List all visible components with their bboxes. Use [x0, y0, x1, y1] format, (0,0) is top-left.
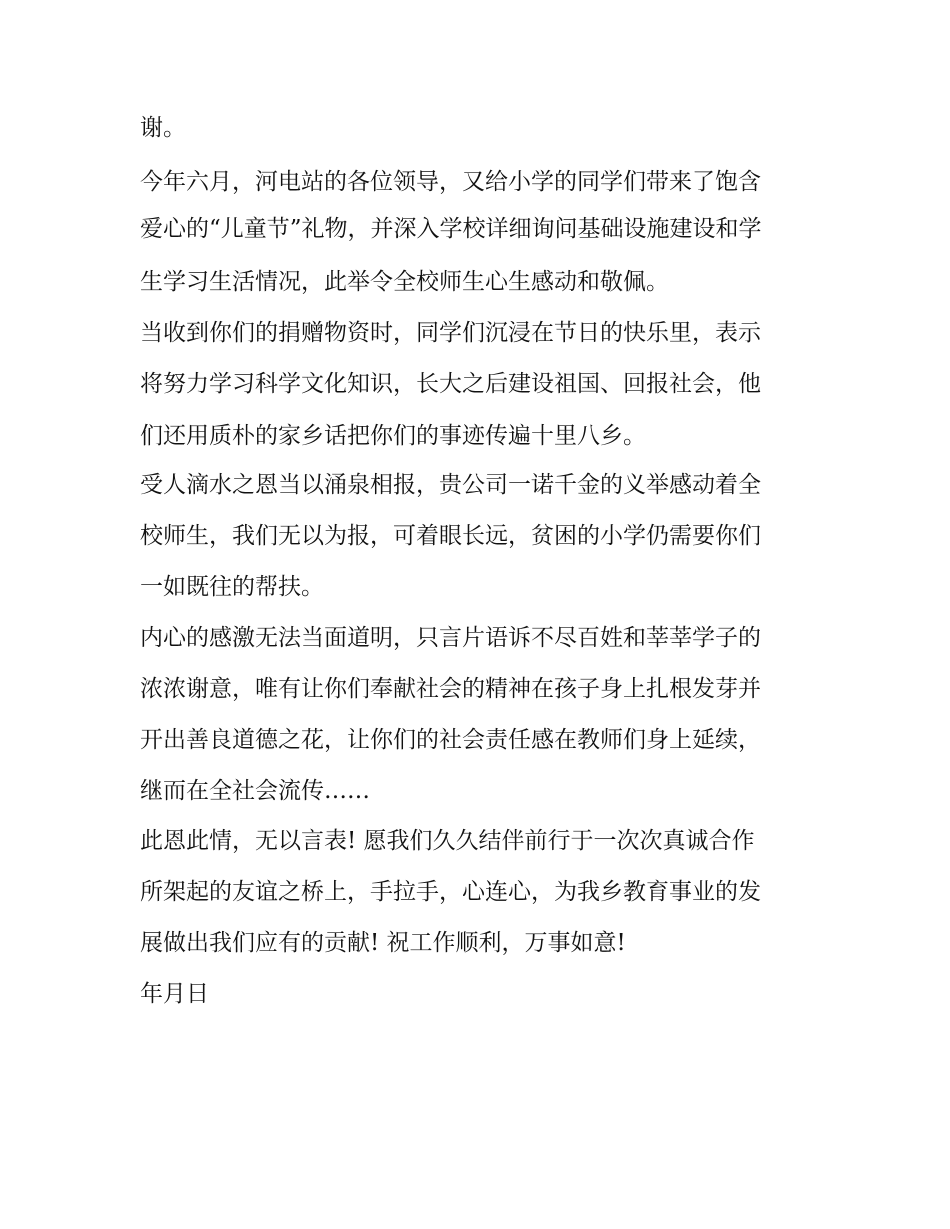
text-line: 所架起的友谊之桥上，手拉手，心连心，为我乡教育事业的发: [140, 879, 761, 905]
text-line: 浓浓谢意，唯有让你们奉献社会的精神在孩子身上扎根发芽并: [140, 676, 761, 702]
text-line: 将努力学习科学文化知识，长大之后建设祖国、回报社会，他: [140, 371, 761, 397]
text-line: 受人滴水之恩当以涌泉相报，贵公司一诺千金的义举感动着全: [140, 472, 761, 498]
text-line: 谢。: [140, 115, 186, 141]
text-line: 生学习生活情况，此举令全校师生心生感动和敬佩。: [140, 269, 669, 295]
text-line: 一如既往的帮扶。: [140, 574, 324, 600]
text-line: 继而在全社会流传……: [140, 778, 370, 804]
text-line: 们还用质朴的家乡话把你们的事迹传遍十里八乡。: [140, 423, 646, 449]
text-line: 展做出我们应有的贡献! 祝工作顺利，万事如意!: [140, 930, 626, 956]
text-line: 今年六月，河电站的各位领导，又给小学的同学们带来了饱含: [140, 169, 761, 195]
text-line: 内心的感激无法当面道明，只言片语诉不尽百姓和莘莘学子的: [140, 625, 761, 651]
text-line: 此恩此情，无以言表! 愿我们久久结伴前行于一次次真诚合作: [140, 828, 755, 854]
text-line: 当收到你们的捐赠物资时，同学们沉浸在节日的快乐里，表示: [140, 320, 761, 346]
text-line: 开出善良道德之花，让你们的社会责任感在教师们身上延续，: [140, 727, 761, 753]
text-line: 年月日: [140, 981, 209, 1007]
text-line: 校师生，我们无以为报，可着眼长远，贫困的小学仍需要你们: [140, 523, 761, 549]
text-line: 爱心的“儿童节”礼物，并深入学校详细询问基础设施建设和学: [140, 216, 762, 242]
